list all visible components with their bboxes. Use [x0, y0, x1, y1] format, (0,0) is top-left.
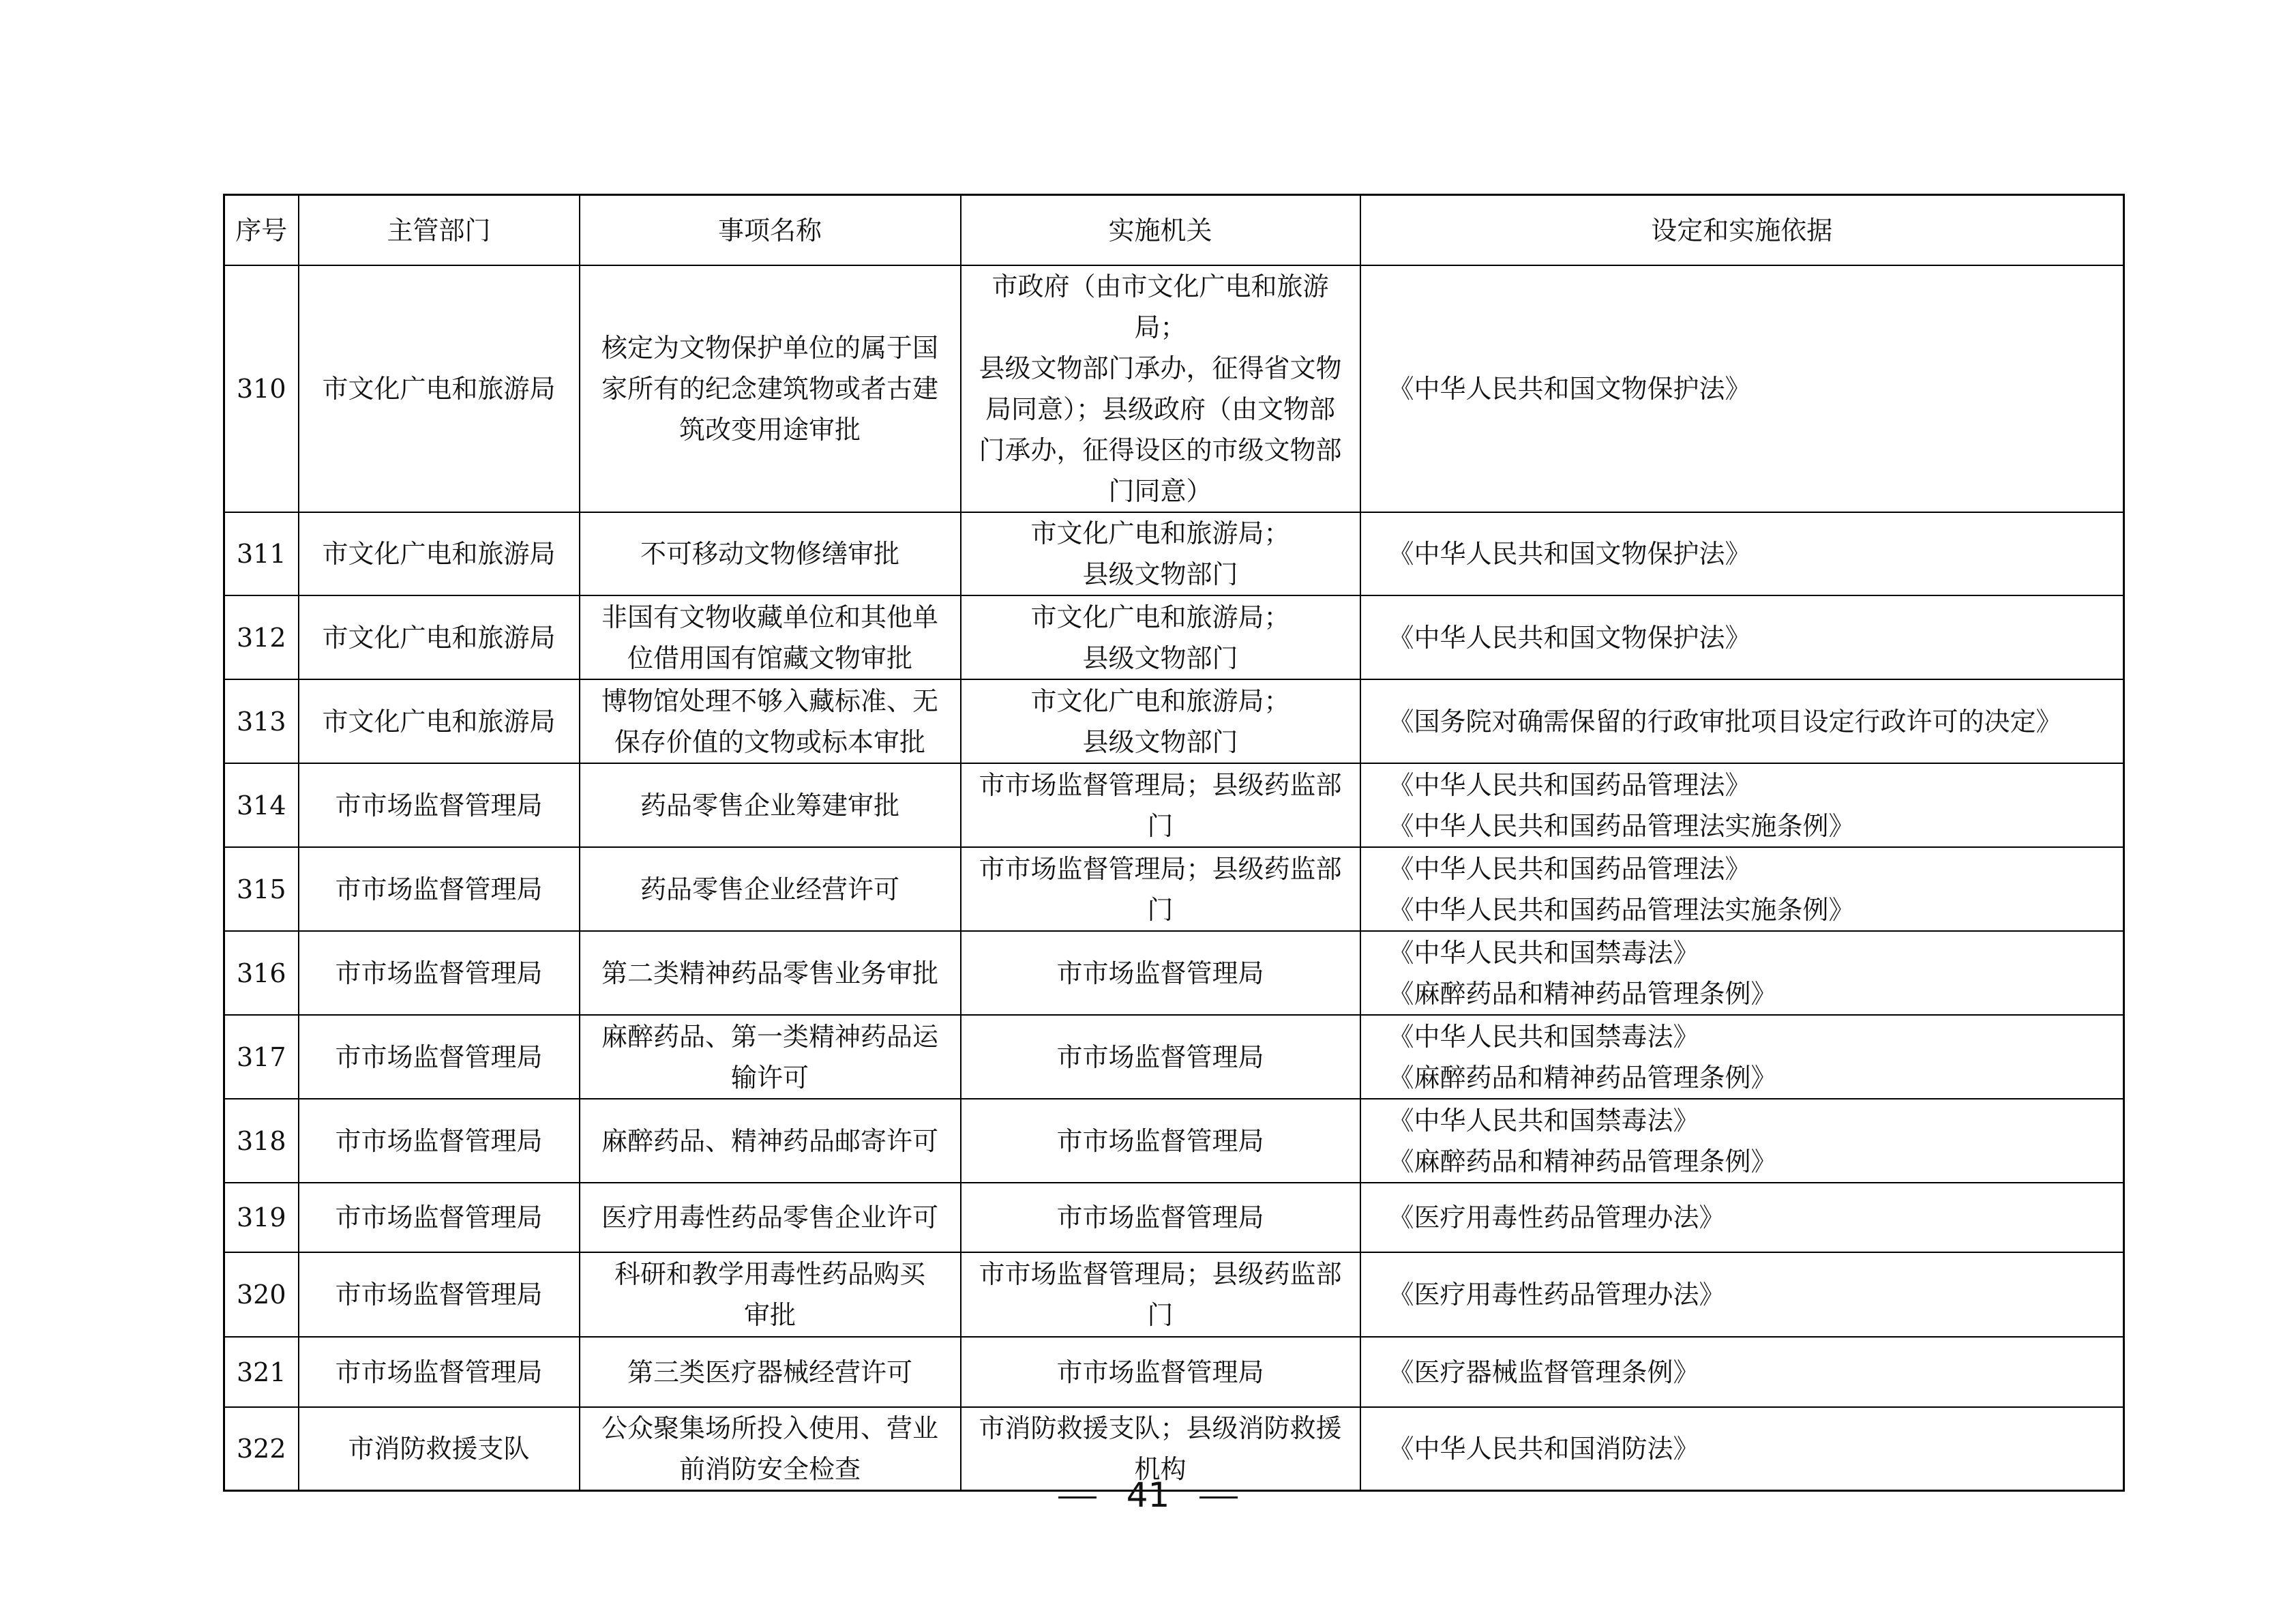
cell-item-name	[580, 763, 961, 847]
cell-item-name-line: 非国有文物收藏单位和其他单	[601, 602, 938, 632]
cell-legal-basis-line: 《医疗器械监督管理条例》	[1388, 1357, 1699, 1387]
cell-implementing-agency-line: 市市场监督管理局	[1056, 1125, 1264, 1156]
table-row	[224, 1337, 2124, 1407]
cell-legal-basis-line: 《麻醉药品和精神药品管理条例》	[1388, 1062, 1777, 1093]
cell-implementing-agency	[961, 763, 1360, 847]
cell-implementing-agency	[961, 265, 1360, 512]
cell-legal-basis	[1360, 1099, 2124, 1183]
header-implementing-agency: 实施机关	[961, 195, 1360, 266]
cell-implementing-agency-line: 市市场监督管理局	[1056, 1202, 1264, 1232]
cell-item-name	[580, 595, 961, 679]
cell-department: 市文化广电和旅游局	[299, 679, 580, 763]
cell-item-name-line: 筑改变用途审批	[679, 415, 861, 445]
approval-items-table	[223, 194, 2125, 1492]
cell-legal-basis-line: 《中华人民共和国文物保护法》	[1388, 374, 1751, 404]
cell-legal-basis	[1360, 512, 2124, 595]
cell-implementing-agency-line: 市市场监督管理局；县级药监部门	[979, 1259, 1342, 1330]
cell-department: 市市场监督管理局	[299, 1099, 580, 1183]
cell-implementing-agency-line: 市文化广电和旅游局；	[1030, 602, 1290, 632]
cell-implementing-agency-line: 机构	[1134, 1454, 1187, 1484]
cell-department: 市文化广电和旅游局	[299, 512, 580, 595]
table-row	[224, 1099, 2124, 1183]
cell-implementing-agency	[961, 931, 1360, 1015]
cell-department: 市市场监督管理局	[299, 763, 580, 847]
cell-legal-basis	[1360, 595, 2124, 679]
cell-implementing-agency-line: 县级文物部门承办，征得省文物	[979, 353, 1342, 383]
cell-item-name-line: 保存价值的文物或标本审批	[614, 726, 925, 757]
cell-legal-basis-line: 《中华人民共和国药品管理法》	[1388, 853, 1751, 884]
cell-implementing-agency	[961, 1183, 1360, 1252]
cell-implementing-agency-line: 市文化广电和旅游局；	[1030, 685, 1290, 716]
cell-implementing-agency	[961, 1099, 1360, 1183]
cell-legal-basis	[1360, 1337, 2124, 1407]
cell-item-name	[580, 1183, 961, 1252]
cell-implementing-agency	[961, 1337, 1360, 1407]
cell-item-name-line: 前消防安全检查	[679, 1454, 861, 1484]
cell-item-name-line: 不可移动文物修缮审批	[640, 539, 899, 569]
cell-implementing-agency-line: 市消防救援支队；县级消防救援	[979, 1413, 1342, 1443]
cell-item-name	[580, 1015, 961, 1099]
cell-legal-basis-line: 《麻醉药品和精神药品管理条例》	[1388, 978, 1777, 1009]
cell-implementing-agency-line: 门同意）	[1108, 476, 1212, 506]
cell-item-name-line: 博物馆处理不够入藏标准、无	[601, 685, 938, 716]
cell-item-name-line: 科研和教学用毒性药品购买	[614, 1259, 925, 1289]
cell-serial-number: 320	[224, 1252, 299, 1337]
cell-item-name-line: 药品零售企业筹建审批	[640, 790, 899, 821]
cell-serial-number: 313	[224, 679, 299, 763]
cell-implementing-agency-line: 市市场监督管理局	[1056, 1357, 1264, 1387]
cell-item-name-line: 位借用国有馆藏文物审批	[627, 643, 912, 673]
table-body	[224, 265, 2124, 1491]
cell-legal-basis-line: 《医疗用毒性药品管理办法》	[1388, 1280, 1725, 1310]
cell-item-name-line: 公众聚集场所投入使用、营业	[601, 1413, 938, 1443]
header-department: 主管部门	[299, 195, 580, 266]
cell-implementing-agency-line: 门承办，征得设区的市级文物部	[979, 435, 1342, 465]
cell-item-name	[580, 679, 961, 763]
cell-item-name	[580, 847, 961, 931]
table-row	[224, 1252, 2124, 1337]
cell-implementing-agency-line: 县级文物部门	[1082, 726, 1238, 757]
cell-implementing-agency	[961, 512, 1360, 595]
cell-item-name-line: 第三类医疗器械经营许可	[627, 1357, 912, 1387]
cell-serial-number: 314	[224, 763, 299, 847]
cell-item-name-line: 核定为文物保护单位的属于国	[601, 333, 938, 363]
page-number: 41	[1126, 1475, 1170, 1515]
cell-legal-basis-line: 《中华人民共和国文物保护法》	[1388, 539, 1751, 569]
cell-department: 市市场监督管理局	[299, 931, 580, 1015]
cell-serial-number: 321	[224, 1337, 299, 1407]
cell-implementing-agency	[961, 847, 1360, 931]
cell-item-name-line: 输许可	[730, 1062, 809, 1093]
cell-legal-basis	[1360, 847, 2124, 931]
cell-legal-basis	[1360, 763, 2124, 847]
cell-implementing-agency-line: 市市场监督管理局；县级药监部门	[979, 853, 1342, 925]
cell-implementing-agency	[961, 679, 1360, 763]
cell-department: 市文化广电和旅游局	[299, 595, 580, 679]
cell-legal-basis	[1360, 265, 2124, 512]
footer-dash-left	[1058, 1496, 1097, 1498]
header-item-name: 事项名称	[580, 195, 961, 266]
table-header	[224, 195, 2124, 266]
cell-implementing-agency	[961, 1252, 1360, 1337]
cell-serial-number: 322	[224, 1407, 299, 1491]
cell-legal-basis-line: 《中华人民共和国药品管理法实施条例》	[1388, 894, 1855, 925]
cell-legal-basis-line: 《中华人民共和国药品管理法实施条例》	[1388, 810, 1855, 841]
cell-department: 市市场监督管理局	[299, 1183, 580, 1252]
cell-item-name-line: 麻醉药品、精神药品邮寄许可	[601, 1125, 938, 1156]
header-row	[224, 195, 2124, 266]
cell-legal-basis-line: 《医疗用毒性药品管理办法》	[1388, 1202, 1725, 1232]
cell-legal-basis	[1360, 931, 2124, 1015]
header-legal-basis: 设定和实施依据	[1360, 195, 2124, 266]
cell-item-name-line: 医疗用毒性药品零售企业许可	[601, 1202, 938, 1232]
header-serial-number: 序号	[224, 195, 299, 266]
cell-legal-basis-line: 《国务院对确需保留的行政审批项目设定行政许可的决定》	[1388, 706, 2062, 737]
cell-implementing-agency-line: 市市场监督管理局	[1056, 1042, 1264, 1072]
cell-item-name-line: 家所有的纪念建筑物或者古建	[601, 374, 938, 404]
cell-serial-number: 316	[224, 931, 299, 1015]
footer-dash-right	[1199, 1496, 1238, 1498]
cell-item-name-line: 第二类精神药品零售业务审批	[601, 958, 938, 988]
cell-serial-number: 319	[224, 1183, 299, 1252]
cell-implementing-agency-line: 局同意）；县级政府（由文物部	[985, 394, 1335, 424]
cell-item-name	[580, 1337, 961, 1407]
cell-item-name-line: 麻醉药品、第一类精神药品运	[601, 1021, 938, 1052]
cell-legal-basis	[1360, 1015, 2124, 1099]
cell-legal-basis	[1360, 1183, 2124, 1252]
table-row	[224, 1015, 2124, 1099]
cell-legal-basis-line: 《麻醉药品和精神药品管理条例》	[1388, 1146, 1777, 1177]
cell-item-name-line: 审批	[743, 1300, 796, 1330]
cell-legal-basis	[1360, 679, 2124, 763]
cell-serial-number: 312	[224, 595, 299, 679]
cell-implementing-agency-line: 市文化广电和旅游局；	[1030, 518, 1290, 548]
table-row	[224, 512, 2124, 595]
cell-legal-basis-line: 《中华人民共和国禁毒法》	[1388, 1105, 1699, 1136]
cell-legal-basis-line: 《中华人民共和国文物保护法》	[1388, 622, 1751, 653]
cell-implementing-agency-line: 市市场监督管理局	[1056, 958, 1264, 988]
table-row	[224, 763, 2124, 847]
table-row	[224, 679, 2124, 763]
cell-serial-number: 317	[224, 1015, 299, 1099]
cell-implementing-agency-line: 市市场监督管理局；县级药监部门	[979, 769, 1342, 841]
cell-item-name	[580, 931, 961, 1015]
table-row	[224, 265, 2124, 512]
cell-serial-number: 318	[224, 1099, 299, 1183]
cell-item-name	[580, 1252, 961, 1337]
cell-department: 市文化广电和旅游局	[299, 265, 580, 512]
cell-legal-basis-line: 《中华人民共和国禁毒法》	[1388, 1021, 1699, 1052]
cell-department: 市市场监督管理局	[299, 847, 580, 931]
cell-item-name	[580, 265, 961, 512]
cell-department: 市市场监督管理局	[299, 1337, 580, 1407]
cell-department: 市消防救援支队	[299, 1407, 580, 1491]
cell-implementing-agency	[961, 595, 1360, 679]
cell-legal-basis	[1360, 1252, 2124, 1337]
cell-serial-number: 311	[224, 512, 299, 595]
table-row	[224, 847, 2124, 931]
table-row	[224, 931, 2124, 1015]
page-footer	[0, 1468, 2296, 1522]
cell-department: 市市场监督管理局	[299, 1015, 580, 1099]
cell-department: 市市场监督管理局	[299, 1252, 580, 1337]
cell-legal-basis-line: 《中华人民共和国消防法》	[1388, 1434, 1699, 1464]
cell-implementing-agency-line: 市政府（由市文化广电和旅游局；	[992, 271, 1329, 342]
table-row	[224, 1183, 2124, 1252]
table-row	[224, 595, 2124, 679]
cell-item-name-line: 药品零售企业经营许可	[640, 874, 899, 904]
cell-serial-number: 315	[224, 847, 299, 931]
cell-legal-basis-line: 《中华人民共和国禁毒法》	[1388, 937, 1699, 968]
cell-item-name	[580, 512, 961, 595]
cell-item-name	[580, 1099, 961, 1183]
cell-serial-number: 310	[224, 265, 299, 512]
cell-implementing-agency-line: 县级文物部门	[1082, 643, 1238, 673]
cell-legal-basis-line: 《中华人民共和国药品管理法》	[1388, 769, 1751, 800]
cell-implementing-agency-line: 县级文物部门	[1082, 559, 1238, 589]
cell-implementing-agency	[961, 1015, 1360, 1099]
